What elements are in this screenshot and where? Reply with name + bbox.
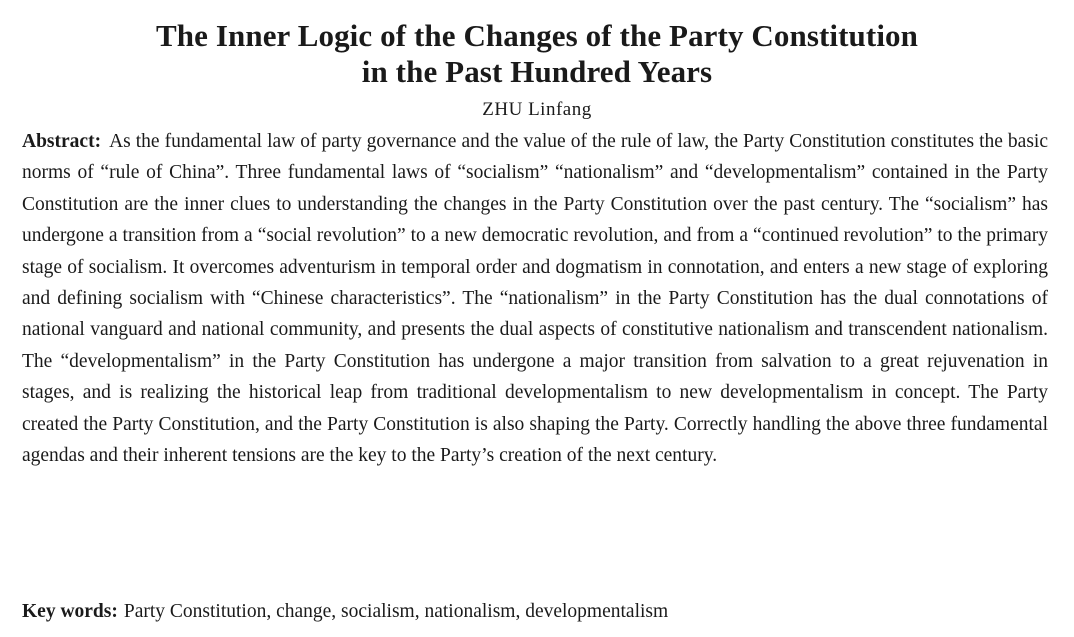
paper-title-line-2: in the Past Hundred Years xyxy=(361,54,713,89)
abstract-label: Abstract: xyxy=(22,131,102,152)
paper-title-line-1: The Inner Logic of the Changes of the Party Constitution xyxy=(156,18,918,53)
keywords-paragraph xyxy=(22,597,1048,627)
abstract-paragraph xyxy=(22,126,1048,471)
keywords-text: Party Constitution, change, socialism, nationalism, developmentalism xyxy=(123,601,669,622)
abstract-text: As the fundamental law of party governance and the value of the rule of law, the Party Constitution constitutes the basic norms of “rule of China”. Three fundamental laws of “socialism” “nationalism” and “developmentalism” contained in the Party Constitution are the inner clues to understanding the changes in the Party Constitution over the past century. The “socialism” has undergone a transition from a “social revolution” to a new democratic revolution, and from a “continued revolution” to the primary stage of socialism. It overcomes adventurism in temporal order and dogmatism in connotation, and enters a new stage of exploring and defining socialism with “Chinese characteristics”. The “nationalism” in the Party Constitution has the dual connotations of national vanguard and national community, and presents the dual aspects of constitutive nationalism and transcendent nationalism. The “developmentalism” in the Party Constitution has undergone a major transition from salvation to a great rejuvenation in stages, and is realizing the historical leap from traditional developmentalism to new developmentalism in concept. The Party created the Party Constitution, and the Party Constitution is also shaping the Party. Correctly handling the above three fundamental agendas and their inherent tensions are the key to the Party’s creation of the next century. xyxy=(22,131,1048,467)
keywords-label: Key words: xyxy=(22,601,118,622)
author-name: ZHU Linfang xyxy=(482,99,592,120)
paper-title xyxy=(0,18,1074,90)
